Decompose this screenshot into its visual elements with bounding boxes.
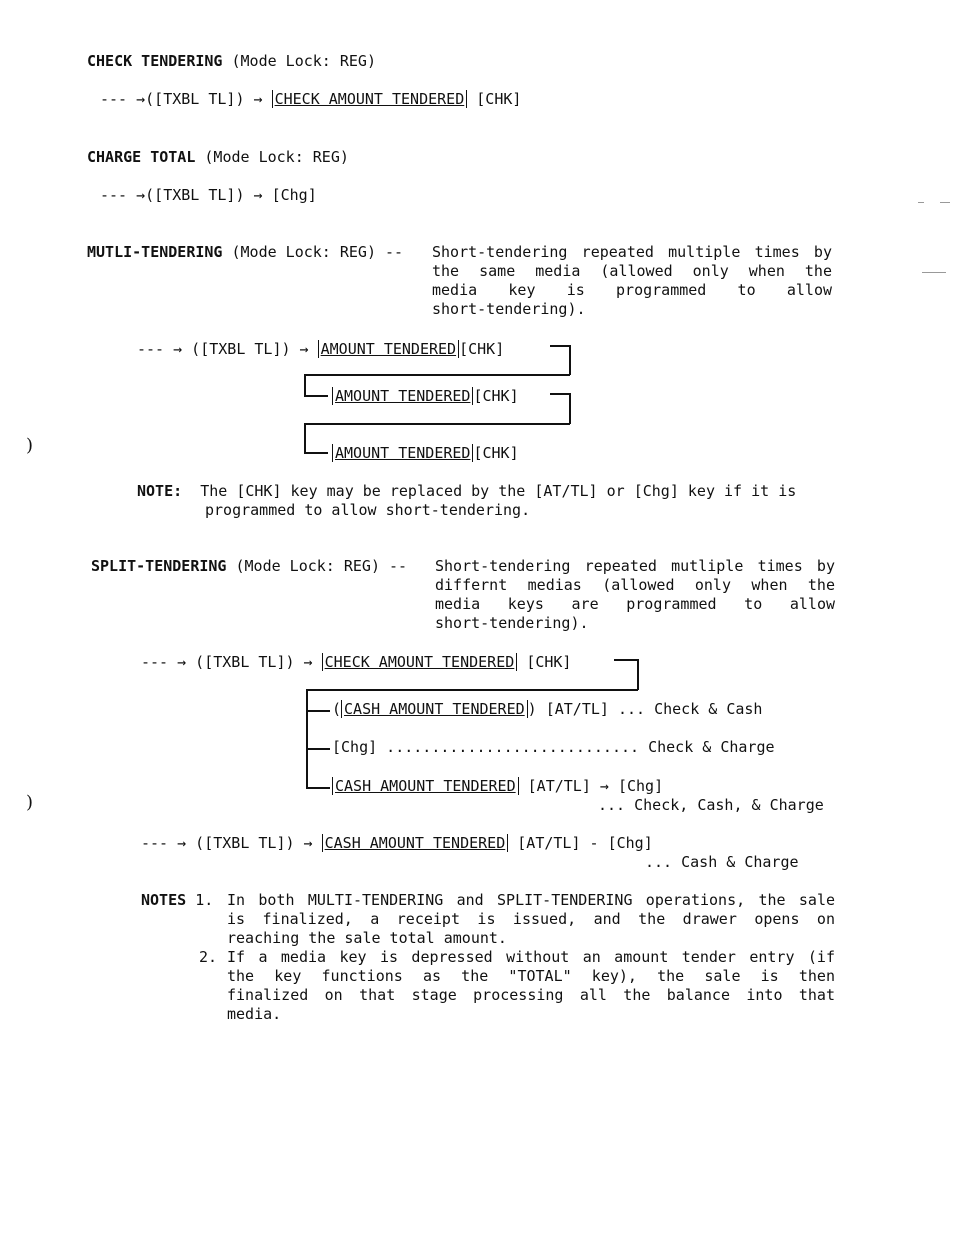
- note-text: The [CHK] key may be replaced by the [AT/TL] or [Chg] key if it is: [200, 482, 797, 500]
- split-branch-3: [332, 777, 663, 796]
- note-1-line-1: In both MULTI-TENDERING and SPLIT-TENDERING operations, the sale: [227, 891, 835, 909]
- split-branch-1: ( CASH AMOUNT TENDERED ) [AT/TL] ... Check & Cash: [332, 700, 763, 718]
- split-sequence-2-result: ... Cash & Charge: [645, 853, 799, 871]
- multi-sequence-1: [137, 340, 504, 359]
- multi-desc-line-1: Short-tendering repeated multiple times by: [432, 243, 832, 261]
- check-tendering-mode: (Mode Lock: REG): [231, 52, 376, 70]
- multi-note-line-2: programmed to allow short-tendering.: [205, 501, 531, 519]
- connector: [569, 393, 571, 424]
- cash-amount-box: CASH AMOUNT TENDERED: [322, 834, 509, 852]
- connector-arrow: [306, 787, 330, 789]
- connector: [304, 423, 570, 425]
- chk-key: [CHK]: [476, 90, 522, 108]
- connector: [304, 374, 570, 376]
- connector: [614, 659, 638, 661]
- margin-mark: [940, 202, 950, 203]
- chk-key: [CHK]: [526, 653, 572, 671]
- charge-total-sequence: --- →([TXBL TL]) → [Chg]: [100, 186, 317, 204]
- connector-arrow: [304, 395, 328, 397]
- multi-desc-line-2: the same media (allowed only when the: [432, 262, 832, 280]
- connector-arrow: [304, 452, 328, 454]
- multi-desc-line-4: short-tendering).: [432, 300, 586, 318]
- charge-total-heading: CHARGE TOTAL: [87, 148, 196, 166]
- binder-mark: ): [26, 792, 34, 813]
- check-amount-box: CHECK AMOUNT TENDERED: [322, 653, 518, 671]
- split-tendering-heading: SPLIT-TENDERING: [91, 557, 227, 575]
- multi-note-line-1: [137, 482, 796, 501]
- connector: [304, 423, 306, 453]
- notes-line-1: [141, 891, 213, 910]
- charge-total-heading-line: [87, 148, 349, 167]
- margin-mark: [918, 202, 924, 203]
- margin-mark: [922, 272, 946, 273]
- check-tendering-heading: CHECK TENDERING: [87, 52, 223, 70]
- note-2-line-1: If a media key is depressed without an amount tender entry (if: [227, 948, 835, 966]
- note-2-number: 2.: [199, 948, 218, 966]
- cash-amount-box: CASH AMOUNT TENDERED: [332, 777, 519, 795]
- branch-result: ) [AT/TL] ... Check & Cash: [527, 700, 763, 718]
- chk-key: [CHK]: [473, 387, 519, 405]
- amount-box: AMOUNT TENDERED: [332, 444, 473, 462]
- multi-tendering-heading-line: [87, 243, 403, 262]
- connector: [637, 659, 639, 690]
- split-branch-3-result: ... Check, Cash, & Charge: [598, 796, 824, 814]
- check-amount-box: CHECK AMOUNT TENDERED: [272, 90, 468, 108]
- multi-tendering-heading: MUTLI-TENDERING: [87, 243, 223, 261]
- amount-box: AMOUNT TENDERED: [332, 387, 473, 405]
- chk-key: [CHK]: [459, 340, 505, 358]
- split-sequence-2: [141, 834, 653, 853]
- sequence-prefix: --- → ([TXBL TL]) →: [137, 340, 309, 358]
- note-1-line-2: is finalized, a receipt is issued, and the drawer opens on: [227, 910, 835, 928]
- branch-keys: [AT/TL] → [Chg]: [527, 777, 664, 795]
- sequence-prefix: --- → ([TXBL TL]) →: [141, 653, 313, 671]
- note-2-line-3: finalized on that stage processing all the balance into that: [227, 986, 835, 1004]
- note-1-line-3: reaching the sale total amount.: [227, 929, 507, 947]
- sequence-prefix: --- → ([TXBL TL]) →: [141, 834, 313, 852]
- split-tendering-mode: (Mode Lock: REG) --: [235, 557, 408, 575]
- multi-sequence-2: [332, 387, 519, 406]
- amount-box: AMOUNT TENDERED: [318, 340, 459, 358]
- connector-arrow: [306, 748, 330, 750]
- split-desc-line-2: differnt medias (allowed only when the: [435, 576, 835, 594]
- connector: [306, 689, 638, 691]
- split-desc-line-1: Short-tendering repeated mutliple times by: [435, 557, 835, 575]
- sequence-prefix: --- →([TXBL TL]) →: [100, 90, 263, 108]
- note-label: NOTE:: [137, 482, 183, 500]
- chk-key: [CHK]: [473, 444, 519, 462]
- connector: [550, 345, 570, 347]
- notes-label: NOTES: [141, 891, 187, 909]
- connector: [550, 393, 570, 395]
- split-tendering-heading-line: [91, 557, 407, 576]
- note-2-line-4: media.: [227, 1005, 282, 1023]
- binder-mark: ): [26, 435, 34, 456]
- note-2-line-2: the key functions as the "TOTAL" key), the sale is then: [227, 967, 835, 985]
- note-number: 1.: [195, 891, 214, 909]
- charge-total-mode: (Mode Lock: REG): [204, 148, 349, 166]
- connector: [306, 689, 308, 789]
- split-desc-line-4: short-tendering).: [435, 614, 589, 632]
- multi-desc-line-3: media key is programmed to allow: [432, 281, 832, 299]
- sequence-keys: [AT/TL] - [Chg]: [517, 834, 653, 852]
- check-tendering-sequence: [100, 90, 521, 109]
- split-desc-line-3: media keys are programmed to allow: [435, 595, 835, 613]
- cash-amount-box: CASH AMOUNT TENDERED: [341, 700, 528, 718]
- multi-tendering-mode: (Mode Lock: REG) --: [231, 243, 404, 261]
- multi-sequence-3: [332, 444, 519, 463]
- split-sequence-1: [141, 653, 571, 672]
- connector: [304, 374, 306, 396]
- connector-arrow: [306, 710, 330, 712]
- check-tendering-heading-line: [87, 52, 376, 71]
- connector: [569, 345, 571, 375]
- split-branch-2: [Chg] ............................ Check & Charge: [332, 738, 775, 756]
